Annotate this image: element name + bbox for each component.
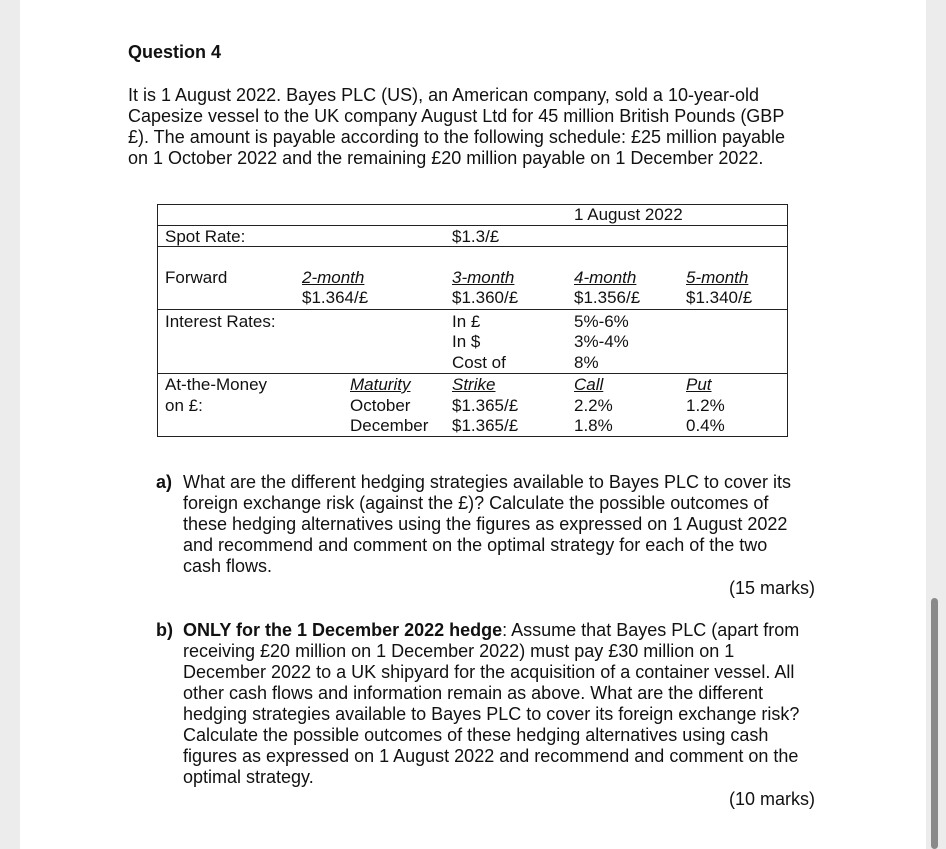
interest-row-name: In $ — [452, 332, 481, 351]
part-b-marks: (10 marks) — [729, 789, 816, 809]
vertical-scrollbar[interactable] — [931, 598, 938, 849]
options-label-line2: on £: — [165, 396, 203, 415]
forward-period-3m: 3-month — [452, 268, 515, 287]
option-strike: $1.365/£ — [452, 396, 519, 415]
part-a-label: a) — [156, 472, 173, 492]
part-a-line: these hedging alternatives using the figures as expressed on 1 August 2022 — [183, 514, 788, 534]
interest-rates-label: Interest Rates: — [165, 312, 276, 331]
part-b-line: December 2022 to a UK shipyard for the acquisition of a container vessel. All — [183, 662, 795, 682]
part-a-line: What are the different hedging strategies available to Bayes PLC to cover its — [183, 472, 792, 492]
table-border-right — [787, 204, 788, 437]
part-b-line: hedging strategies available to Bayes PLC to cover its foreign exchange risk? — [183, 704, 800, 724]
options-header-call: Call — [574, 375, 604, 394]
forward-period-5m: 5-month — [686, 268, 749, 287]
option-maturity: October — [350, 396, 411, 415]
option-put: 0.4% — [686, 416, 725, 435]
forward-label: Forward — [165, 268, 228, 287]
intro-line: It is 1 August 2022. Bayes PLC (US), an American company, sold a 10-year-old — [128, 85, 759, 105]
part-a-line: foreign exchange risk (against the £)? Calculate the possible outcomes of — [183, 493, 769, 513]
table-date-header: 1 August 2022 — [574, 205, 683, 224]
intro-line: £). The amount is payable according to the following schedule: £25 million payable — [128, 127, 786, 147]
options-header-strike: Strike — [452, 375, 496, 394]
part-b-bold-lead: ONLY for the 1 December 2022 hedge — [183, 620, 503, 640]
spot-rate-value: $1.3/£ — [452, 227, 500, 246]
question-title: Question 4 — [128, 42, 222, 62]
part-b-label: b) — [156, 620, 173, 640]
part-b-line: figures as expressed on 1 August 2022 and recommend and comment on the — [183, 746, 799, 766]
table-divider — [157, 309, 788, 310]
part-b-line: Calculate the possible outcomes of these hedging alternatives using cash — [183, 725, 769, 745]
part-b-text — [183, 620, 799, 788]
intro-line: Capesize vessel to the UK company August Ltd for 45 million British Pounds (GBP — [128, 106, 785, 126]
part-b-first-line-rest: : Assume that Bayes PLC (apart from — [502, 620, 800, 640]
part-a-text — [183, 472, 791, 577]
part-a-line: cash flows. — [183, 556, 273, 576]
forward-rate-3m: $1.360/£ — [452, 288, 519, 307]
part-b-line: receiving £20 million on 1 December 2022) must pay £30 million on 1 — [183, 641, 735, 661]
forward-rate-2m: $1.364/£ — [302, 288, 369, 307]
part-a-marks: (15 marks) — [729, 578, 816, 598]
interest-row-value: 3%-4% — [574, 332, 629, 351]
forward-period-2m: 2-month — [302, 268, 365, 287]
options-label: At-the-Money — [165, 375, 268, 394]
option-call: 2.2% — [574, 396, 613, 415]
table-border-left — [157, 204, 158, 437]
option-put: 1.2% — [686, 396, 725, 415]
interest-row-value: 8% — [574, 353, 599, 372]
table-border-top — [157, 204, 788, 205]
forward-rate-4m: $1.356/£ — [574, 288, 641, 307]
forward-rate-5m: $1.340/£ — [686, 288, 753, 307]
forward-period-4m: 4-month — [574, 268, 637, 287]
option-maturity: December — [350, 416, 429, 435]
part-b-first-line — [183, 620, 799, 641]
part-b-line: other cash flows and information remain as above. What are the different — [183, 683, 763, 703]
part-a-line: and recommend and comment on the optimal strategy for each of the two — [183, 535, 768, 555]
intro-paragraph — [128, 85, 818, 169]
interest-row-name: In £ — [452, 312, 481, 331]
intro-line: on 1 October 2022 and the remaining £20 million payable on 1 December 2022. — [128, 148, 764, 168]
options-header-maturity: Maturity — [350, 375, 411, 394]
interest-row-name: Cost of — [452, 353, 506, 372]
interest-row-value: 5%-6% — [574, 312, 629, 331]
options-header-put: Put — [686, 375, 712, 394]
option-call: 1.8% — [574, 416, 613, 435]
table-divider — [157, 225, 788, 226]
option-strike: $1.365/£ — [452, 416, 519, 435]
part-b-line: optimal strategy. — [183, 767, 314, 787]
spot-rate-label: Spot Rate: — [165, 227, 246, 246]
